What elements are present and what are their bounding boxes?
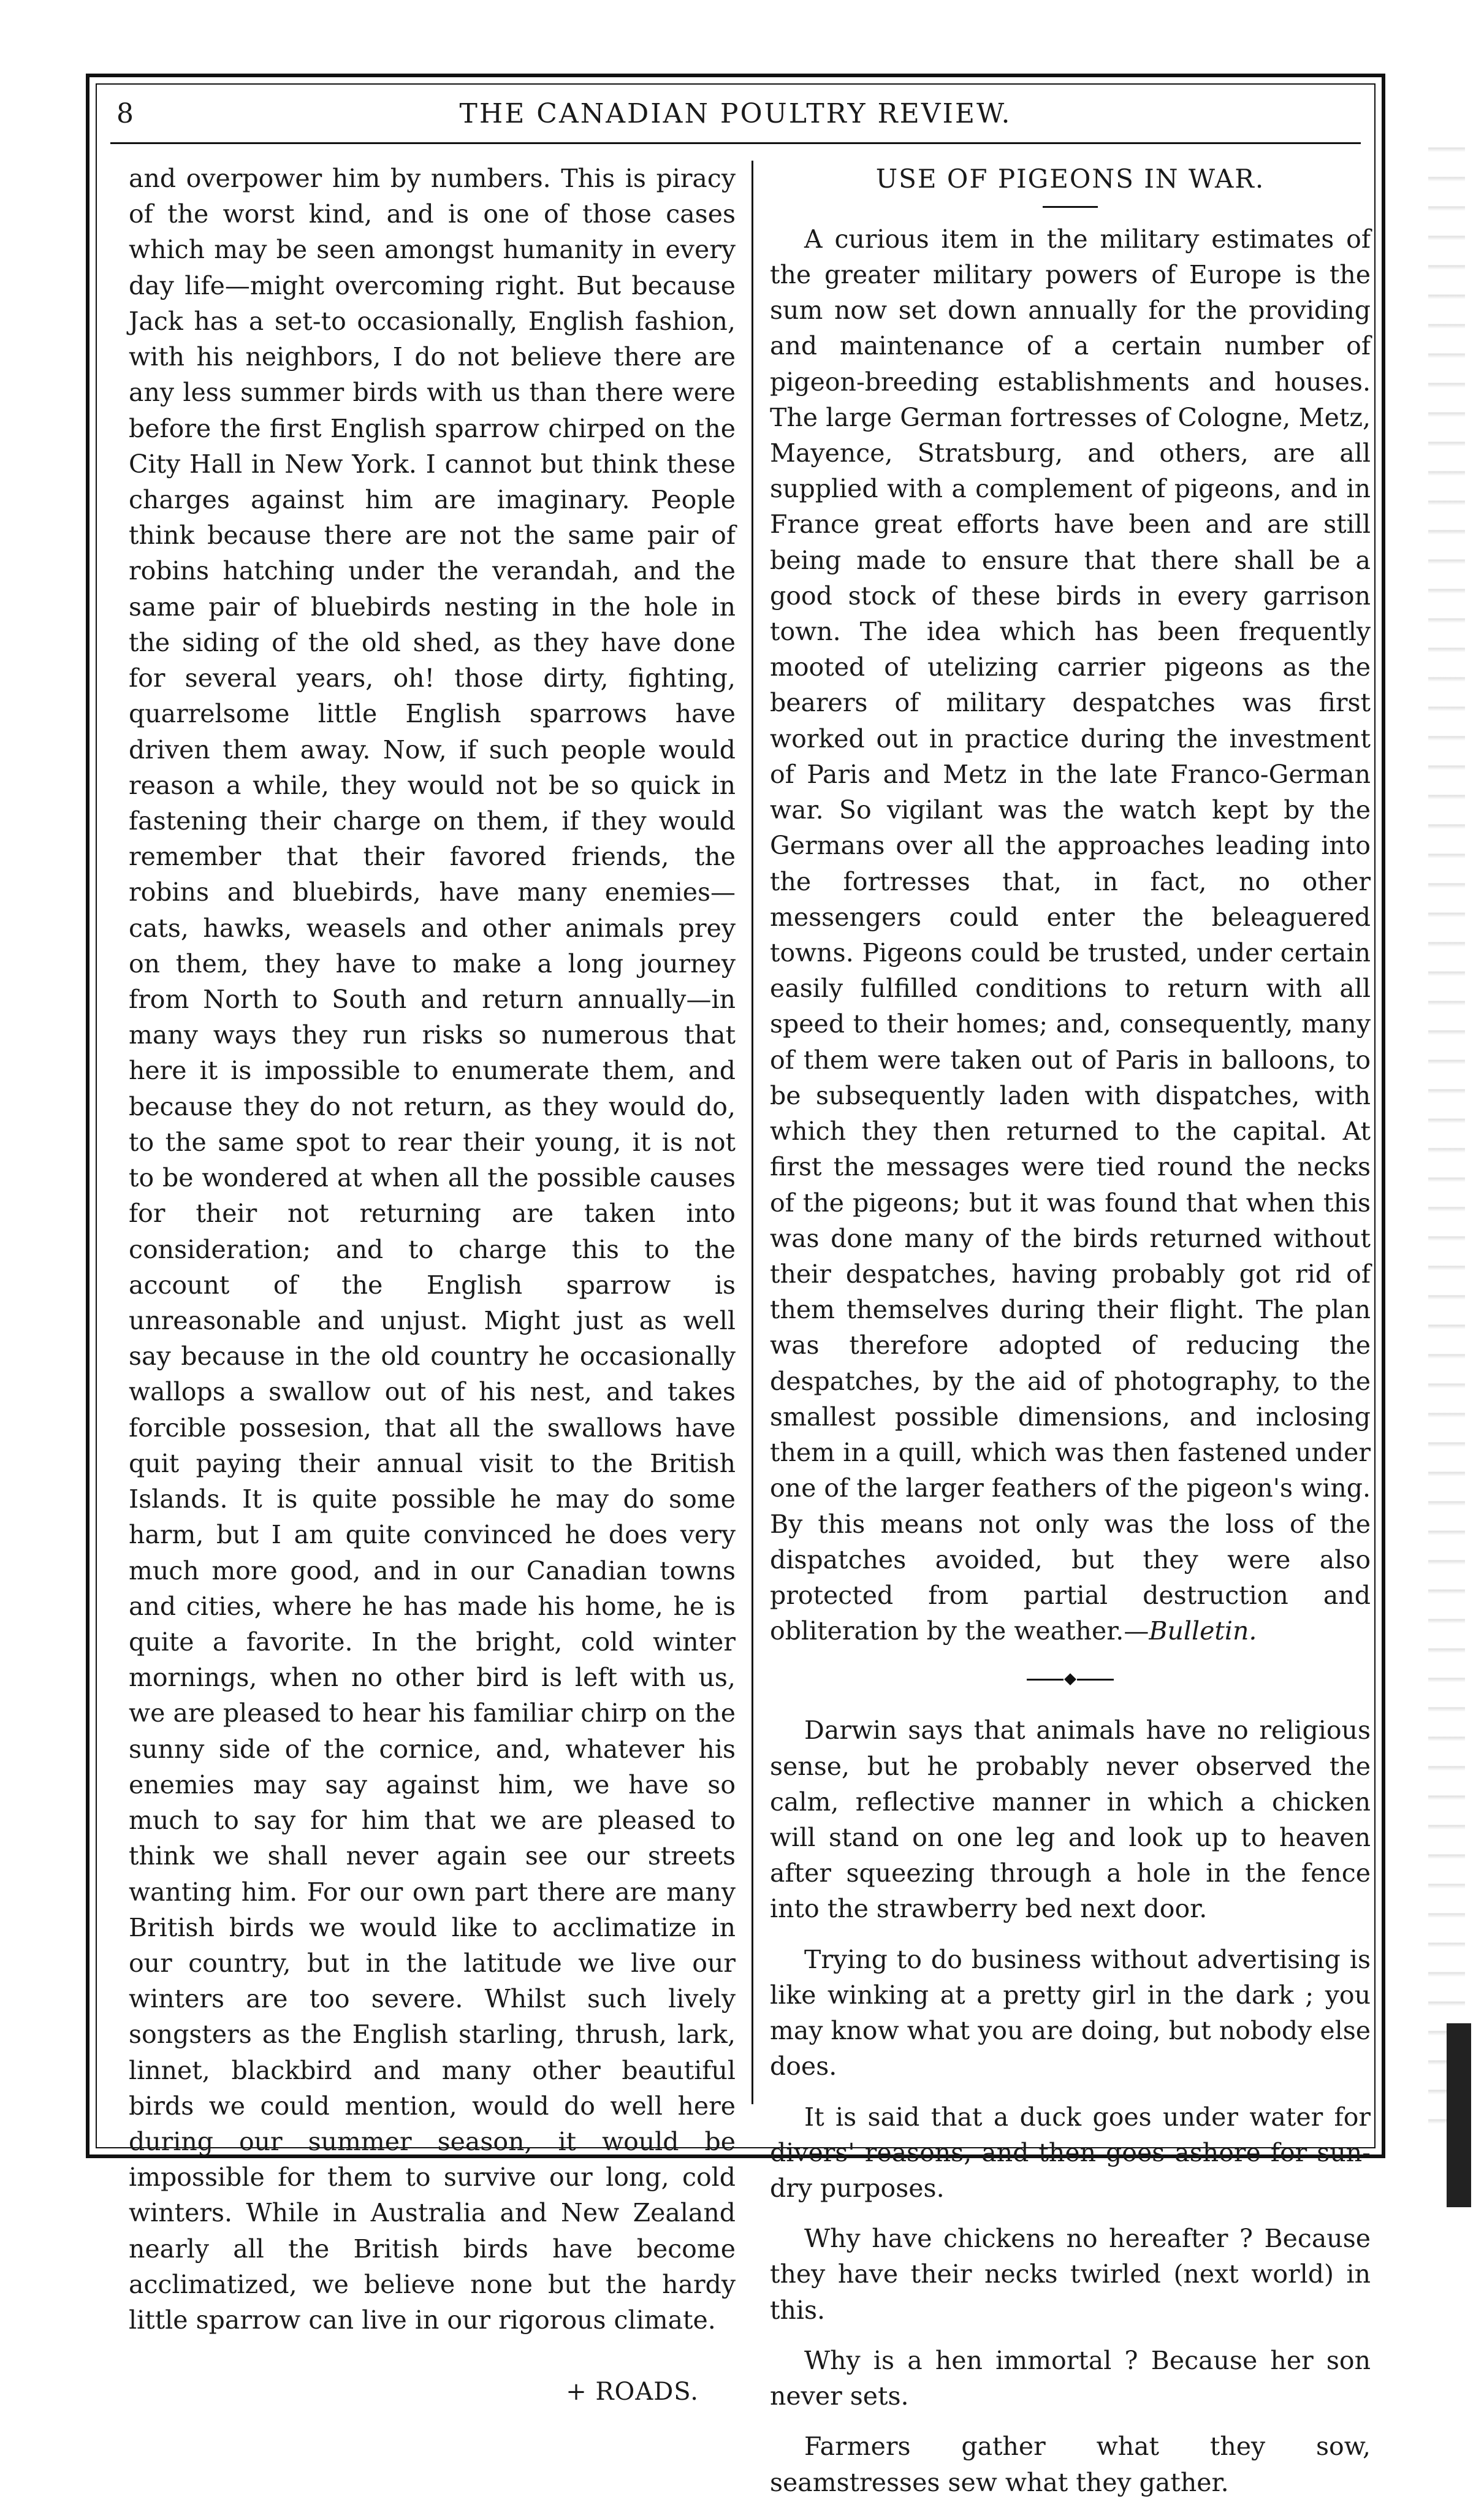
article-source: Bulletin. bbox=[1149, 1616, 1257, 1646]
running-title: THE CANADIAN POULTRY REVIEW. bbox=[459, 98, 1012, 129]
header-rule bbox=[110, 142, 1361, 144]
section-separator bbox=[770, 1670, 1371, 1688]
note-item: Why is a hen immortal ? Because her son never sets. bbox=[770, 2345, 1371, 2411]
separator-bar-right bbox=[1077, 1679, 1114, 1681]
author-signature: + ROADS. bbox=[566, 2378, 699, 2406]
right-column bbox=[770, 161, 1371, 2515]
note-item: Farmers gather what they sow, seamstresses sew what they gather. bbox=[770, 2432, 1371, 2497]
column-divider bbox=[752, 161, 753, 2104]
note-item: It is said that a duck goes under water for divers' reasons, and then goes ashore for sun-dry purposes. bbox=[770, 2102, 1371, 2203]
article-body bbox=[770, 221, 1371, 1649]
separator-bar-left bbox=[1027, 1679, 1064, 1681]
note-item: Trying to do business without advertising is like winking at a pretty girl in the dark ; you may know what you are doing, but nobody else does. bbox=[770, 1944, 1371, 2082]
article-title: USE OF PIGEONS IN WAR. bbox=[875, 164, 1265, 194]
note-item: Why have chickens no hereafter ? Because they have their necks twirled (next world) in this. bbox=[770, 2224, 1371, 2325]
page-number: 8 bbox=[116, 98, 134, 129]
scan-gutter-shadow bbox=[1447, 2023, 1471, 2207]
note-item: Darwin says that animals have no religious sense, but he probably never observed the calm, reflective manner in which a chicken will stand on one leg and look up to heaven after squeezing through a hole in the fence into the strawberry bed next door. bbox=[770, 1715, 1371, 1924]
scan-gutter bbox=[1428, 123, 1465, 2146]
article-body-text: A curious item in the military estimates of the greater military powers of Europe is the sum now set down annually for the providing and maintenance of a certain number of pigeon-breeding establishments and houses. The large German fortresses of Cologne, Metz, Mayence, Stratsburg, and others, are all supplied with a complement of pigeons, and in France great efforts have been and are still being made to ensure that there shall be a good stock of these birds in every garrison town. The idea which has been frequently mooted of utelizing carrier pigeons as the bearers of military despatches was first worked out in practice during the investment of Paris and Metz in the late Franco-German war. So vigilant was the watch kept by the Germans over all the approaches leading into the fortresses that, in fact, no other messengers could enter the beleaguered towns. Pigeons could be trusted, under certain easily fulfilled conditions to return with all speed to their homes; and, consequently, many of them were taken out of Paris in balloons, to be subsequently laden with dispatches, with which they then returned to the capital. At first the messages were tied round the necks of the pigeons; but it was found that when this was done many of the birds returned without their despatches, having probably got rid of them themselves during their flight. The plan was therefore adopted of reducing the despatches, by the aid of photography, to the smallest possible dimensions, and inclosing them in a quill, which was then fastened under one of the larger feathers of the pigeon's wing. By this means not only was the loss of the dispatches avoided, but they were also protected from partial destruction and obliteration by the weather.— bbox=[770, 224, 1371, 1646]
separator-diamond-icon bbox=[1064, 1673, 1076, 1685]
sparrow-article-continuation: and overpower him by numbers. This is piracy of the worst kind, and is one of those cases which may be seen amongst humanity in every day life—might overcoming right. But because Jack has a set-to occasionally, English fashion, with his neighbors, I do not believe there are any less summer birds with us than there were before the first English sparrow chirped on the City Hall in New York. I cannot but think these charges against him are imaginary. People think because there are not the same pair of robins hatching under the verandah, and the same pair of bluebirds nesting in the hole in the siding of the old shed, as they have done for several years, oh! those dirty, fighting, quarrelsome little English sparrows have driven them away. Now, if such people would reason a while, they would not be so quick in fastening their charge on them, if they would remember that their favored friends, the robins and bluebirds, have many enemies—cats, hawks, weasels and other animals prey on them, they have to make a long journey from North to South and return annually—in many ways they run risks so numerous that here it is impossible to enumerate them, and because they do not return, as they would do, to the same spot to rear their young, it is not to be wondered at when all the possible causes for their not returning are taken into consideration; and to charge this to the account of the English sparrow is unreasonable and unjust. Might just as well say because in the old country he occasionally wallops a swallow out of his nest, and takes forcible possesion, that all the swallows have quit paying their annual visit to the British Islands. It is quite possible he may do some harm, but I am quite convinced he does very much more good, and in our Canadian towns and cities, where he has made his home, he is quite a favorite. In the bright, cold winter mornings, when no other bird is left with us, we are pleased to hear his familiar chirp on the sunny side of the cornice, and, whatever his enemies may say against him, we have so much to say for him that we are pleased to think we shall never again see our streets wanting him. For our own part there are many British birds we would like to acclimatize in our country, but in the latitude we live our winters are too severe. Whilst such lively songsters as the English starling, thrush, lark, linnet, blackbird and many other beautiful birds we could mention, would do well here during our summer season, it would be impossible for them to survive our long, cold winters. While in Australia and New Zealand nearly all the British birds have become acclimatized, we believe none but the hardy little sparrow can live in our rigorous climate. bbox=[129, 164, 736, 2335]
title-rule bbox=[1043, 206, 1098, 208]
left-column bbox=[129, 161, 736, 2410]
